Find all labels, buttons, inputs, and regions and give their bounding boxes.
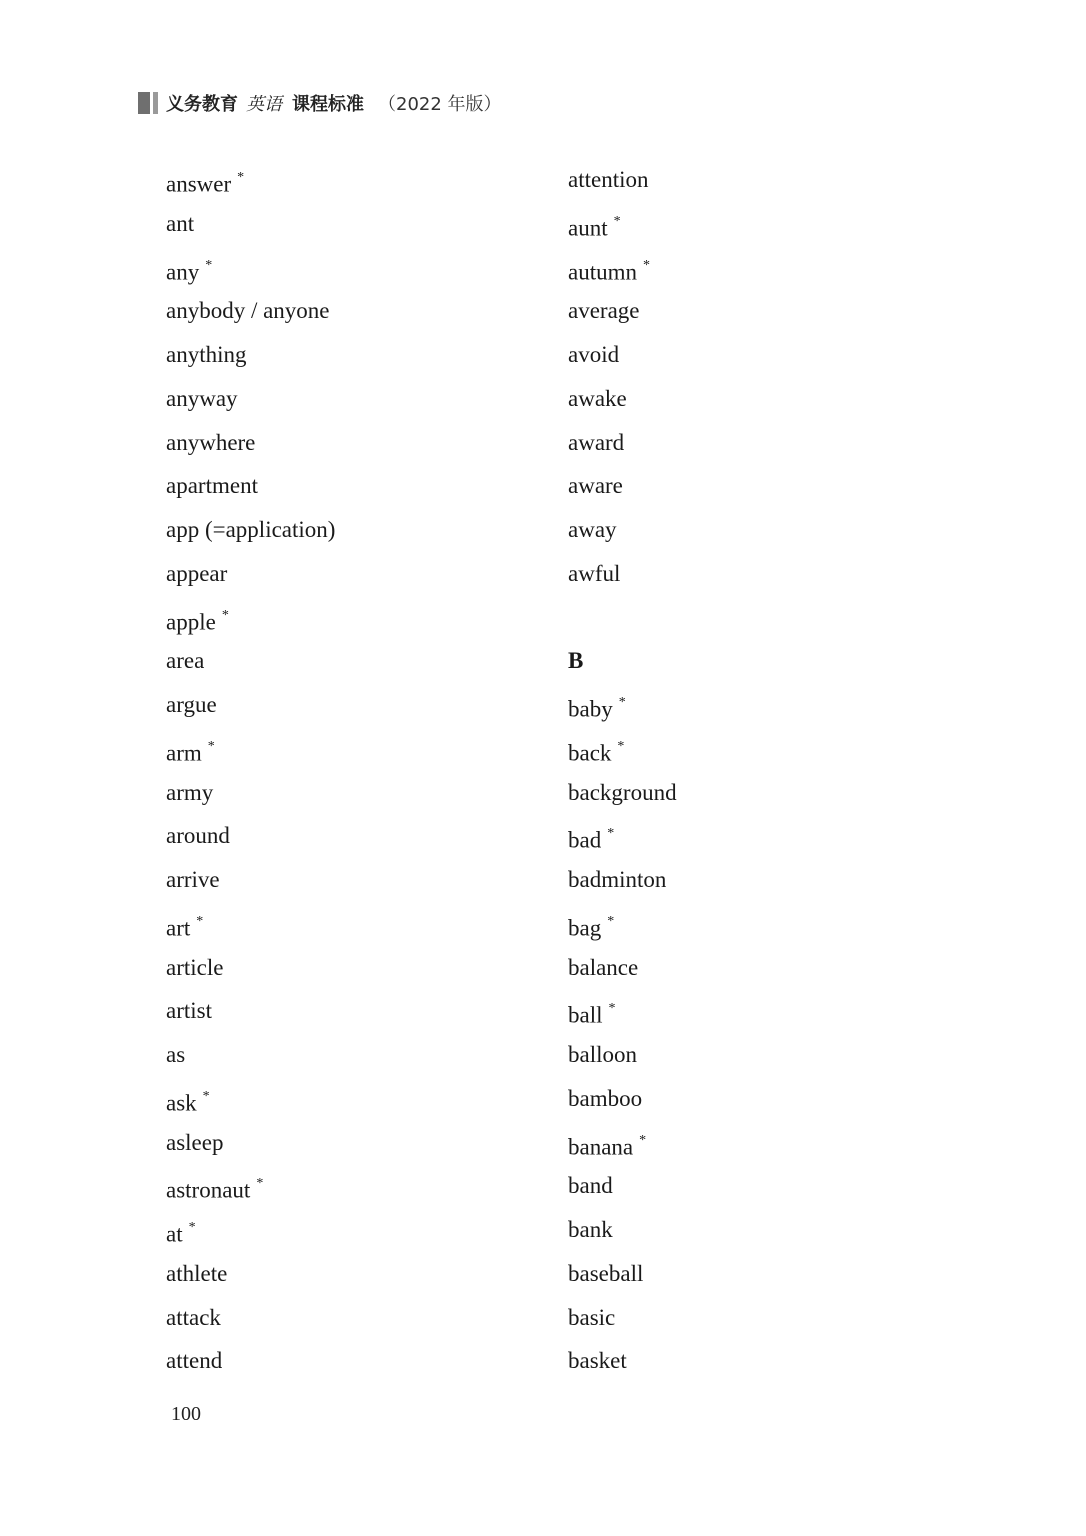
word-entry [166,552,335,596]
required-word-asterisk: * [188,1220,196,1235]
word-entry [568,552,677,596]
word-entry [568,1033,677,1077]
required-word-asterisk: * [207,738,215,754]
header-title [166,90,502,116]
required-word-asterisk: * [202,1088,210,1104]
required-word-asterisk: * [256,1176,264,1192]
word-text: article [166,954,224,980]
word-entry [568,858,677,902]
required-word-asterisk: * [205,257,213,273]
word-entry [568,1164,677,1208]
page-number: 100 [171,1403,201,1425]
word-text: bad [568,827,602,853]
word-entry [166,1252,335,1296]
word-entry [166,727,335,771]
word-entry [166,508,335,552]
word-entry [166,377,335,421]
required-word-asterisk: * [617,738,625,754]
word-entry [166,858,335,902]
word-text: badminton [568,867,667,892]
word-entry [568,508,677,552]
word-entry [166,639,335,683]
word-entry [166,1121,335,1165]
word-entry [166,333,335,377]
word-text: attend [166,1348,223,1374]
header-bar-dark [138,92,150,114]
word-text: ask [166,1090,197,1116]
word-entry [166,946,335,990]
word-text: anywhere [166,429,256,455]
word-text: app (=application) [166,517,336,542]
required-word-asterisk: * [221,607,229,623]
word-entry [568,1208,677,1252]
word-text: avoid [568,342,620,367]
word-text: average [568,298,640,324]
required-word-asterisk: * [618,695,626,710]
word-entry [568,1077,677,1121]
word-entry [568,902,677,946]
word-text: around [166,823,230,849]
word-entry [568,727,677,771]
word-text: any [166,259,200,285]
word-entry [166,596,335,640]
word-text: athlete [166,1260,228,1286]
word-text: bank [568,1217,613,1242]
word-entry [166,464,335,508]
word-entry [166,289,335,333]
word-entry [166,202,335,246]
word-entry [568,1121,677,1165]
word-text: appear [166,560,228,586]
word-entry [166,1164,335,1208]
word-text: aware [568,473,623,499]
word-text: argue [166,692,217,717]
required-word-asterisk: * [613,213,621,229]
word-text: attention [568,167,649,192]
required-word-asterisk: * [237,170,245,185]
header-title-part1: 义务教育 [166,94,238,115]
word-text: background [568,779,677,805]
word-text: awake [568,385,627,411]
word-text: balloon [568,1042,637,1067]
required-word-asterisk: * [608,1001,616,1017]
word-text: answer [166,171,232,197]
word-entry [568,1339,677,1383]
word-entry [568,289,677,333]
header-bars-icon [138,92,158,114]
word-text: baby [568,696,613,722]
word-text: bamboo [568,1085,643,1111]
word-entry [568,202,677,246]
word-entry [166,1033,335,1077]
word-text: army [166,779,214,805]
word-entry [568,464,677,508]
required-word-asterisk: * [196,913,204,929]
word-entry [568,771,677,815]
section-letter-heading [568,639,677,683]
required-word-asterisk: * [643,257,650,273]
word-list-left-column [166,158,335,1383]
word-entry [166,683,335,727]
word-text: anything [166,342,247,367]
word-entry [166,902,335,946]
word-entry [166,1208,335,1252]
word-entry [166,158,335,202]
word-entry [568,1252,677,1296]
word-text: area [166,648,205,674]
word-entry [166,1077,335,1121]
word-entry [568,814,677,858]
header-title-part3: 课程标准 [292,94,364,115]
word-text: arrive [166,867,220,892]
word-text: astronaut [166,1177,251,1203]
word-text: artist [166,998,212,1024]
word-entry [568,158,677,202]
header-bar-light [153,92,158,114]
word-text: aunt [568,215,608,241]
word-list-right-column [568,158,677,1383]
word-entry [568,421,677,465]
word-text: back [568,740,612,766]
word-entry [568,333,677,377]
required-word-asterisk: * [607,913,615,929]
word-text: apple [166,609,216,635]
header-edition: （2022 年版） [378,94,502,115]
word-text: apartment [166,473,258,499]
word-text: arm [166,740,202,766]
word-entry [568,377,677,421]
word-entry [166,1296,335,1340]
word-text: award [568,429,625,455]
word-text: autumn [568,259,637,285]
word-text: banana [568,1134,634,1160]
word-text: art [166,915,191,941]
blank-row [568,596,677,640]
word-text: balance [568,954,639,980]
word-entry [568,1296,677,1340]
word-entry [568,246,677,290]
word-text: bag [568,915,602,941]
word-text: anyway [166,385,238,411]
word-entry [568,683,677,727]
word-entry [166,989,335,1033]
required-word-asterisk: * [607,826,615,842]
word-entry [166,1339,335,1383]
word-entry [166,246,335,290]
word-entry [166,771,335,815]
word-text: band [568,1173,613,1199]
word-text: basket [568,1348,627,1374]
word-text: ant [166,210,195,236]
word-text: ball [568,1002,603,1028]
word-text: asleep [166,1129,224,1155]
section-letter: B [568,648,584,674]
word-text: at [166,1221,183,1247]
running-header [138,88,502,118]
word-text: basic [568,1304,616,1330]
word-text: as [166,1042,186,1067]
word-text: away [568,517,617,542]
word-text: anybody / anyone [166,298,330,324]
word-text: baseball [568,1260,644,1286]
word-text: attack [166,1304,221,1330]
word-entry [166,814,335,858]
word-entry [568,989,677,1033]
word-text: awful [568,560,621,586]
required-word-asterisk: * [639,1132,647,1148]
word-entry [166,421,335,465]
word-entry [568,946,677,990]
header-title-subject: 英语 [246,94,282,115]
